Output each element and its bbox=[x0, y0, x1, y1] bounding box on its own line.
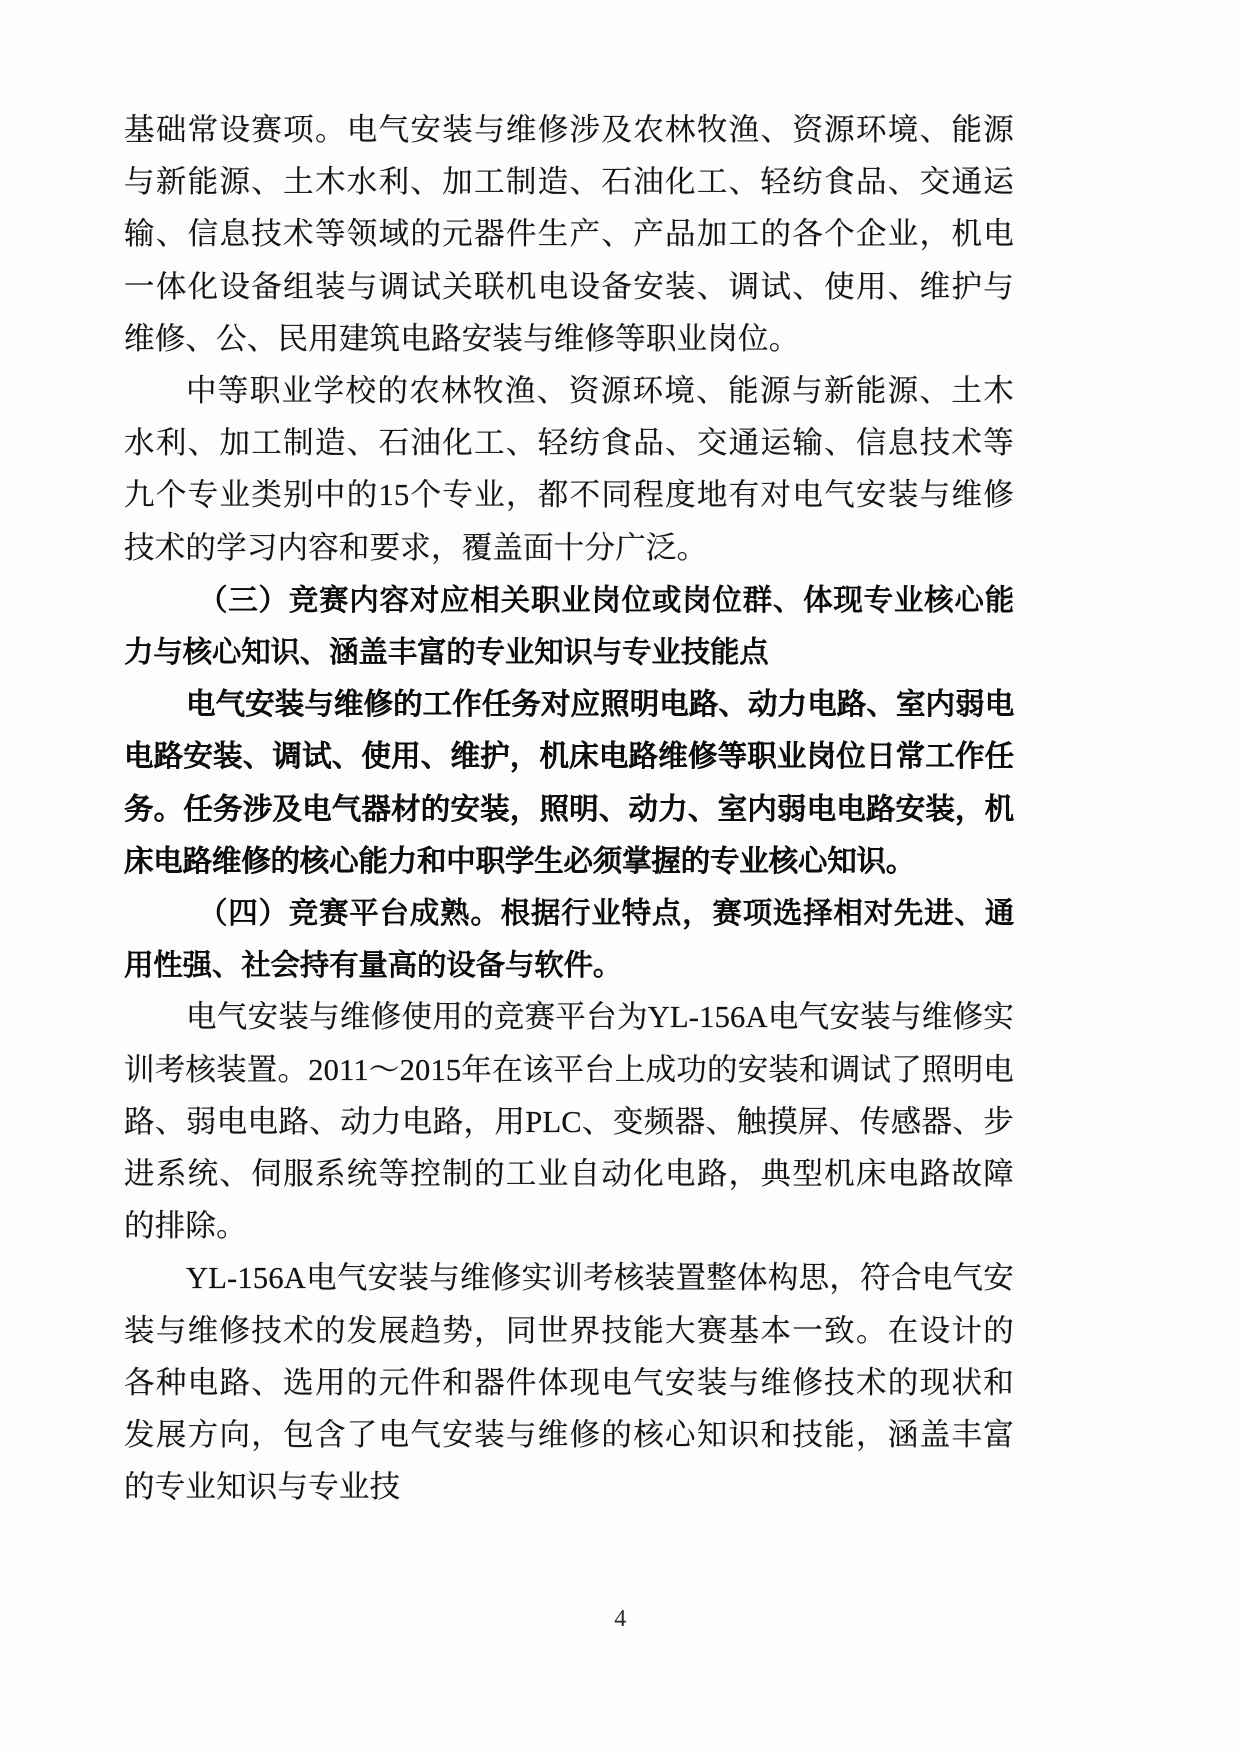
paragraph-continued-scope: 基础常设赛项。电气安装与维修涉及农林牧渔、资源环境、能源与新能源、土木水利、加工制造、石油化工、轻纺食品、交通运输、信息技术等领域的元器件生产、产品加工的各个企业，机电一体化设备组装与调试关联机电设备安装、调试、使用、维护与维修、公、民用建筑电路安装与维修等职业岗位。 bbox=[124, 113, 1014, 356]
paragraph-competition-platform: 电气安装与维修使用的竞赛平台为YL-156A电气安装与维修实训考核装置。2011～2015年在该平台上成功的安装和调试了照明电路、弱电电路、动力电路，用PLC、变频器、触摸屏、传感器、步进系统、伺服系统等控制的工业自动化电路，典型机床电路故障的排除。 bbox=[124, 1000, 1014, 1244]
document-text-column bbox=[124, 104, 1014, 1513]
section-heading-four: （四）竞赛平台成熟。根据行业特点，赛项选择相对先进、通用性强、社会持有量高的设备与软件。 bbox=[124, 896, 1014, 983]
paragraph-device-design: YL-156A电气安装与维修实训考核装置整体构思，符合电气安装与维修技术的发展趋势，同世界技能大赛基本一致。在设计的各种电路、选用的元件和器件体现电气安装与维修技术的现状和发展方向，包含了电气安装与维修的核心知识和技能，涵盖丰富的专业知识与专业技 bbox=[124, 1261, 1014, 1505]
paragraph-work-tasks: 电气安装与维修的工作任务对应照明电路、动力电路、室内弱电电路安装、调试、使用、维护，机床电路维修等职业岗位日常工作任务。任务涉及电气器材的安装，照明、动力、室内弱电电路安装，机床电路维修的核心能力和中职学生必须掌握的专业核心知识。 bbox=[124, 687, 1014, 878]
section-heading-three: （三）竞赛内容对应相关职业岗位或岗位群、体现专业核心能力与核心知识、涵盖丰富的专业知识与专业技能点 bbox=[124, 582, 1014, 670]
page-number: 4 bbox=[614, 1606, 627, 1632]
paragraph-vocational-schools: 中等职业学校的农林牧渔、资源环境、能源与新能源、土木水利、加工制造、石油化工、轻纺食品、交通运输、信息技术等九个专业类别中的15个专业，都不同程度地有对电气安装与维修技术的学习内容和要求，覆盖面十分广泛。 bbox=[124, 374, 1014, 565]
